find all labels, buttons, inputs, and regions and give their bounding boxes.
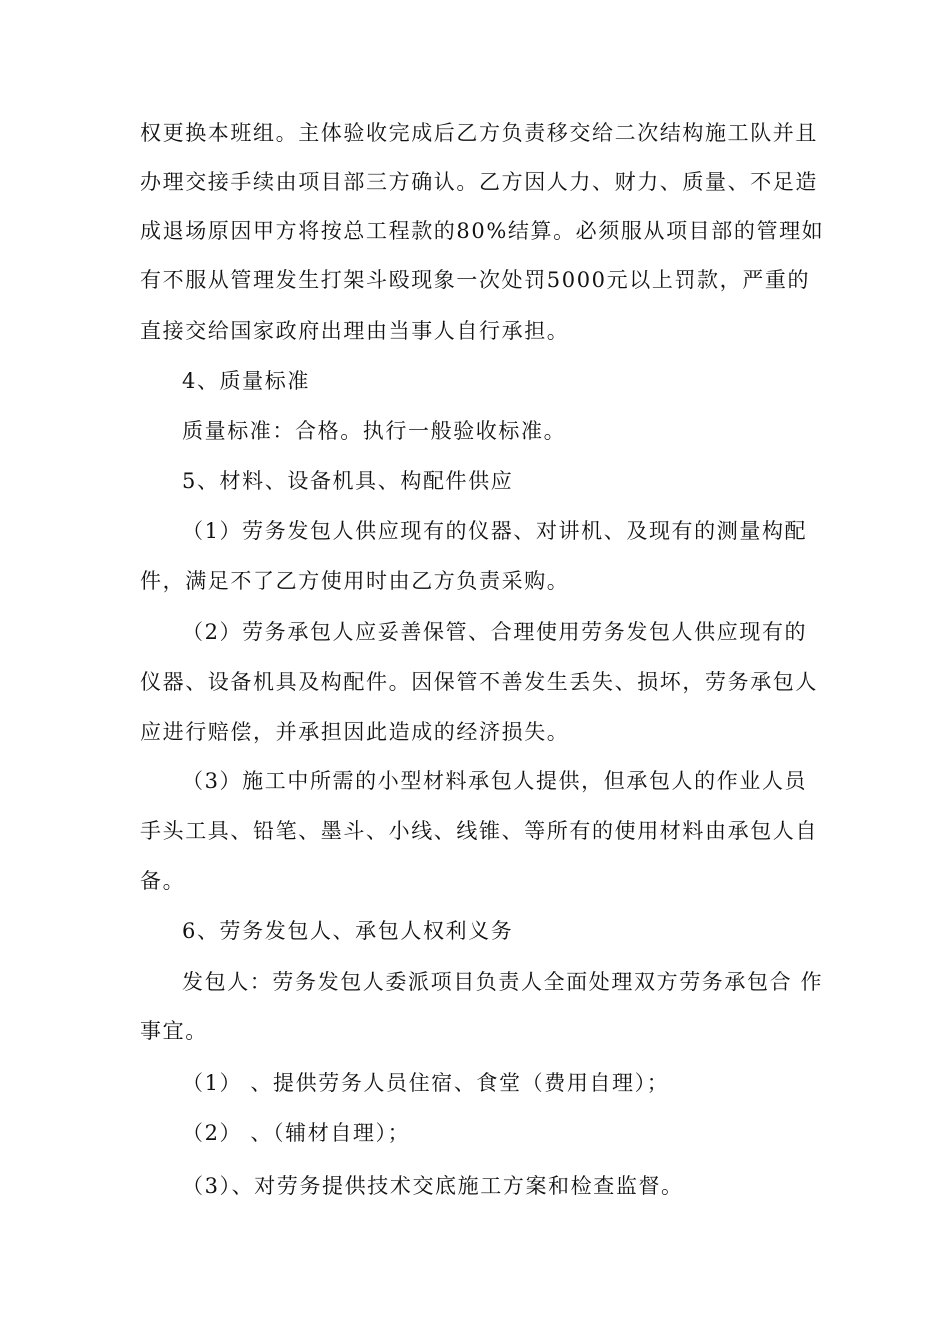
list-item-start: （3）施工中所需的小型材料承包人提供，但承包人的作业人员 — [182, 769, 808, 793]
paragraph-line: 备。 — [140, 869, 186, 893]
section-heading-quality: 4、质量标准 — [182, 369, 310, 393]
paragraph-line: 办理交接手续由项目部三方确认。乙方因人力、财力、质量、不足造 — [140, 170, 818, 194]
paragraph-line: 直接交给国家政府出理由当事人自行承担。 — [140, 319, 570, 343]
paragraph-line: 质量标准：合格。执行一般验收标准。 — [182, 419, 567, 443]
list-item: （3）、对劳务提供技术交底施工方案和检查监督。 — [182, 1174, 684, 1198]
paragraph-line: 事宜。 — [140, 1019, 208, 1043]
paragraph-line: 有不服从管理发生打架斗殴现象一次处罚5000元以上罚款，严重的 — [140, 268, 811, 292]
section-heading-materials: 5、材料、设备机具、构配件供应 — [182, 469, 514, 493]
list-item-start: （1）劳务发包人供应现有的仪器、对讲机、及现有的测量构配 — [182, 519, 808, 543]
list-item: （2） 、（辅材自理）； — [182, 1121, 411, 1145]
section-heading-rights: 6、劳务发包人、承包人权利义务 — [182, 919, 514, 943]
paragraph-line: 成退场原因甲方将按总工程款的80%结算。必须服从项目部的管理如 — [140, 219, 825, 243]
paragraph-line: 仪器、设备机具及构配件。因保管不善发生丢失、损坏，劳务承包人 — [140, 670, 818, 694]
paragraph-line: 件，满足不了乙方使用时由乙方负责采购。 — [140, 569, 570, 593]
paragraph-line: 手头工具、铅笔、墨斗、小线、线锥、等所有的使用材料由承包人自 — [140, 819, 818, 843]
paragraph-line: 应进行赔偿，并承担因此造成的经济损失。 — [140, 720, 570, 744]
list-item: （1） 、提供劳务人员住宿、食堂（费用自理）； — [182, 1071, 670, 1095]
paragraph-line: 发包人：劳务发包人委派项目负责人全面处理双方劳务承包合 作 — [182, 970, 824, 994]
paragraph-line: 权更换本班组。主体验收完成后乙方负责移交给二次结构施工队并且 — [140, 121, 818, 145]
list-item-start: （2）劳务承包人应妥善保管、合理使用劳务发包人供应现有的 — [182, 620, 808, 644]
